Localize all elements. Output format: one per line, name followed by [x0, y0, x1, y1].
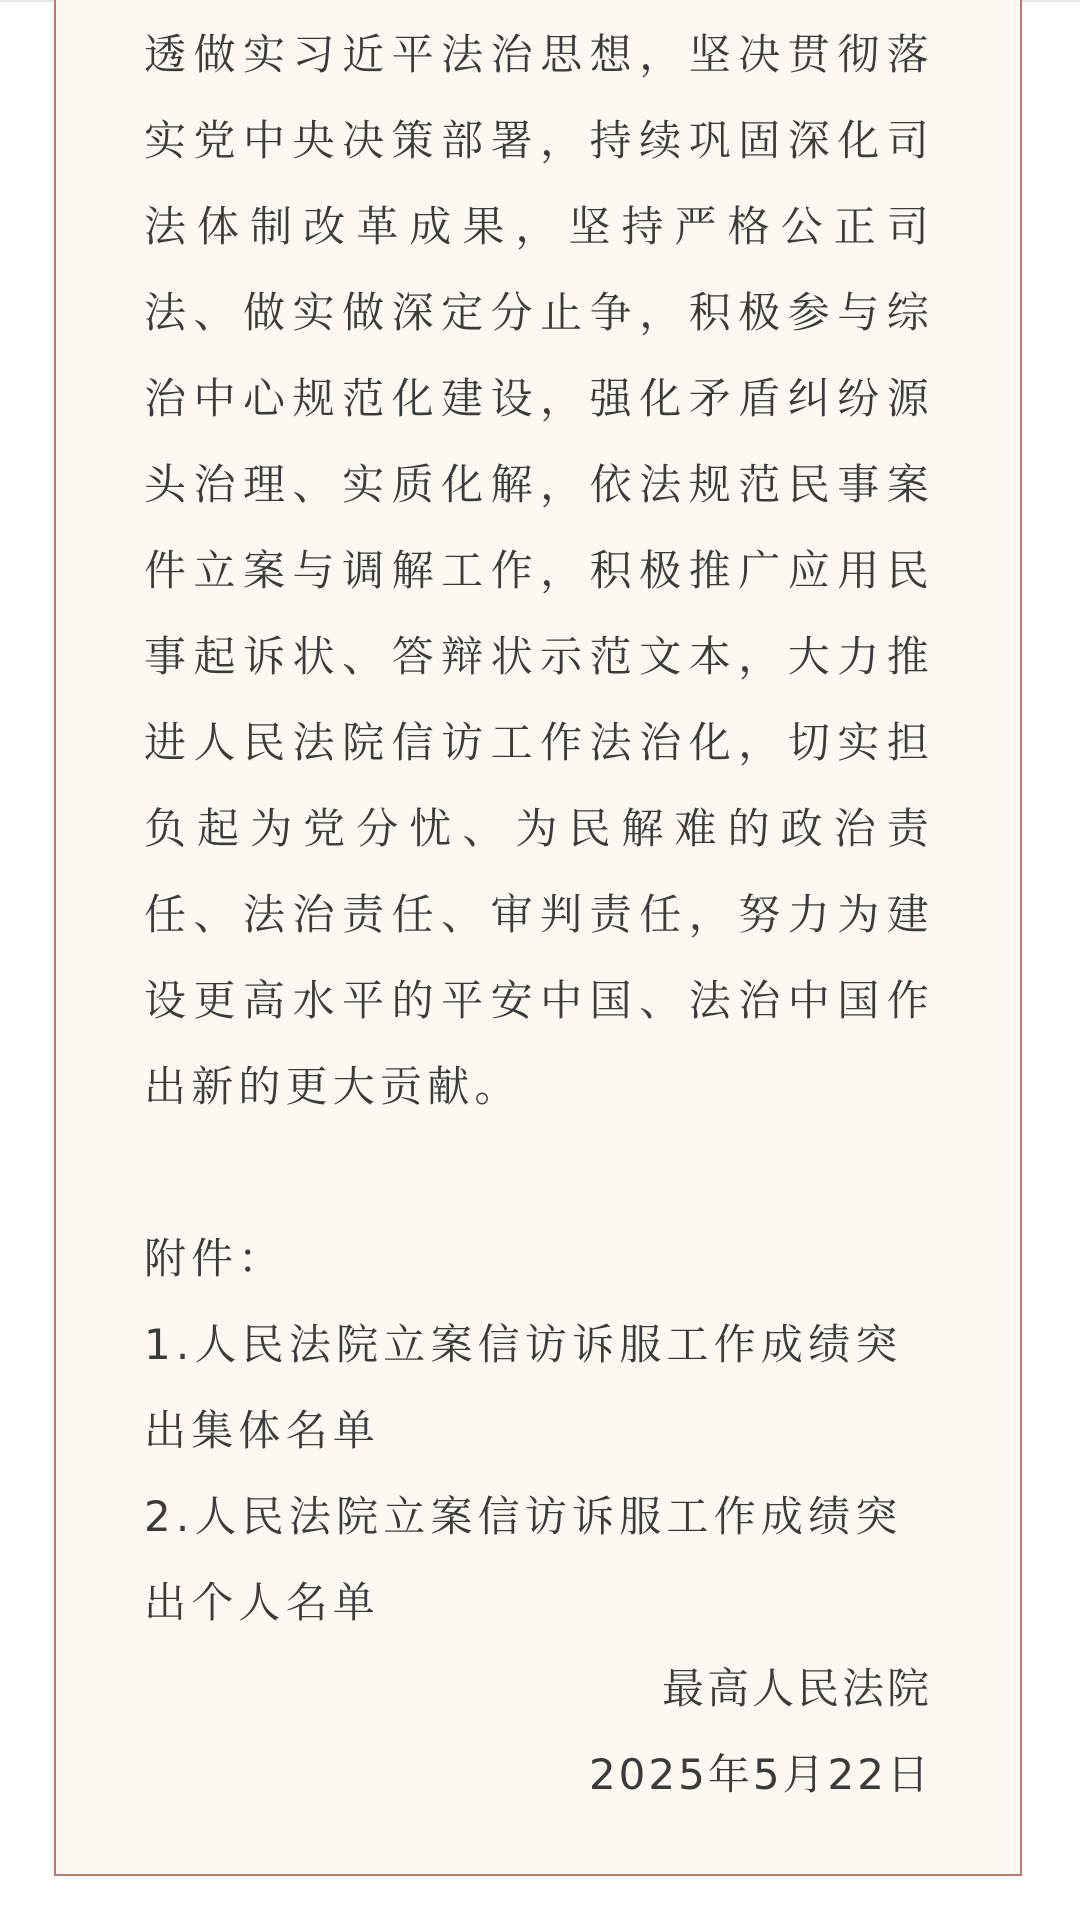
signature-block	[589, 1646, 932, 1818]
attachments-label: 附件：	[144, 1234, 286, 1283]
issuer-name: 最高人民法院	[661, 1664, 932, 1713]
body-paragraph: 透做实习近平法治思想，坚决贯彻落实党中央决策部署，持续巩固深化司法体制改革成果，坚持严格公正司法、做实做深定分止争，积极参与综治中心规范化建设，强化矛盾纠纷源头治理、实质化解，依法规范民事案件立案与调解工作，积极推广应用民事起诉状、答辩状示范文本，大力推进人民法院信访工作法治化，切实担负起为党分忧、为民解难的政治责任、法治责任、审判责任，努力为建设更高水平的平安中国、法治中国作出新的更大贡献。	[144, 30, 934, 1111]
attachments-section	[144, 1216, 934, 1646]
document-content	[144, 12, 934, 1646]
attachment-item-individual: 2.人民法院立案信访诉服工作成绩突出个人名单	[144, 1492, 903, 1627]
attachment-item-collective: 1.人民法院立案信访诉服工作成绩突出集体名单	[144, 1320, 903, 1455]
document-frame	[54, 0, 1022, 1876]
issue-date: 2025年5月22日	[588, 1750, 932, 1799]
